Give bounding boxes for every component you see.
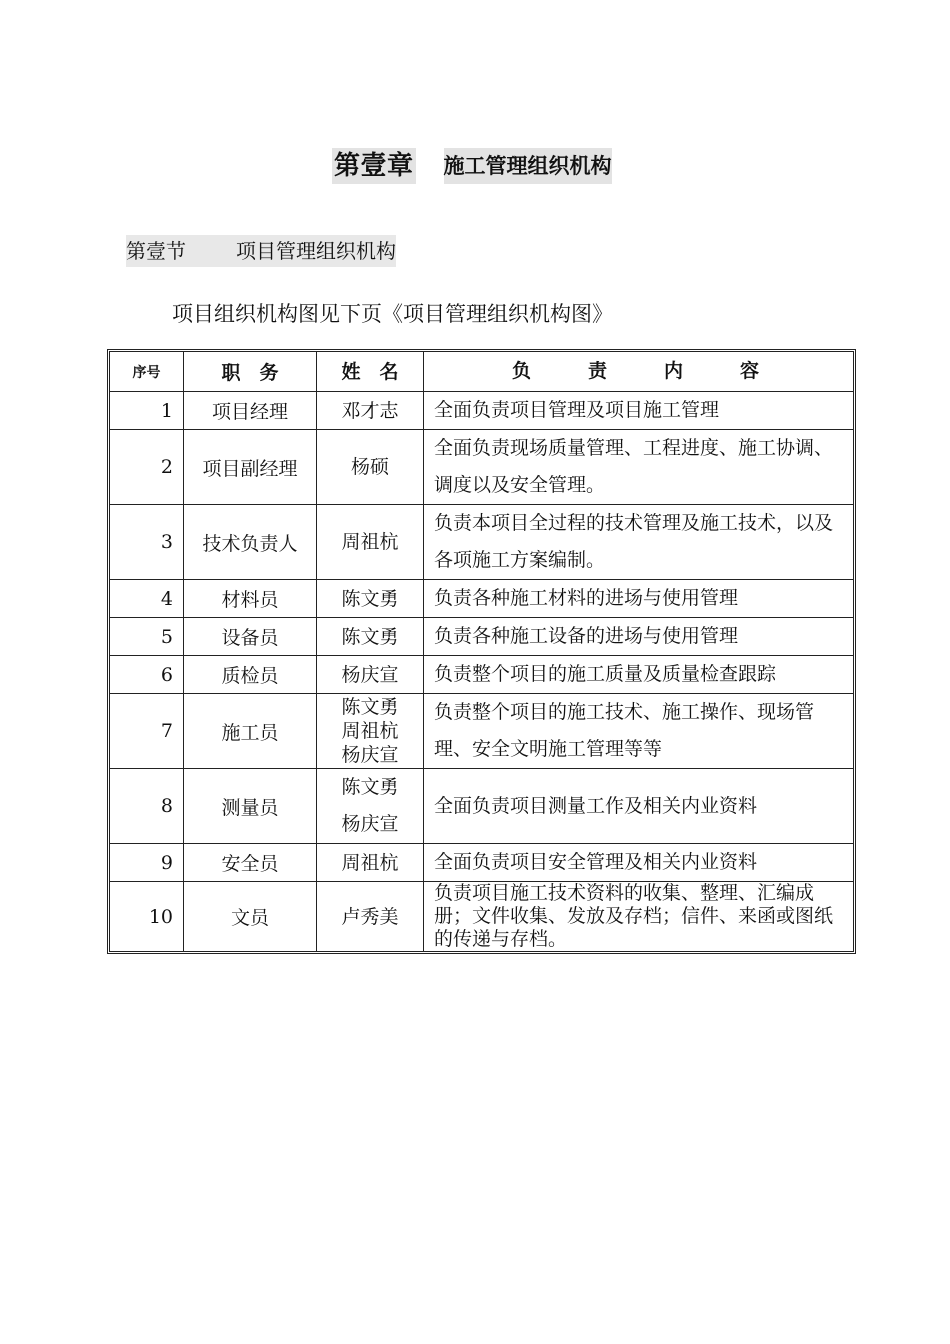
- row-duty: 负责项目施工技术资料的收集、整理、汇编成册；文件收集、发放及存档；信件、来函或图纸的传递与存档。: [424, 882, 854, 952]
- table-header-row: [110, 352, 854, 392]
- row-name: 陈文勇: [341, 625, 399, 648]
- row-no: 10: [110, 882, 184, 952]
- row-no: 4: [110, 580, 184, 618]
- row-role: 技术负责人: [184, 505, 317, 580]
- row-role: 设备员: [184, 618, 317, 656]
- row-name: 周祖杭: [341, 851, 399, 874]
- section-heading: [126, 235, 396, 267]
- row-role: 质检员: [184, 656, 317, 694]
- intro-paragraph: 项目组织机构图见下页《项目管理组织机构图》: [172, 302, 613, 326]
- table-row: [110, 656, 854, 694]
- row-name: 陈文勇: [341, 696, 399, 718]
- row-no: 2: [110, 430, 184, 505]
- table-row: [110, 882, 854, 952]
- organization-table: [109, 351, 854, 952]
- table-row: [110, 769, 854, 844]
- row-name: 杨庆宣: [341, 744, 399, 766]
- row-role: 文员: [184, 882, 317, 952]
- header-name: 姓 名: [317, 352, 424, 392]
- row-name: 杨硕: [350, 456, 389, 478]
- row-duty: 全面负责现场质量管理、工程进度、施工协调、调度以及安全管理。: [424, 430, 854, 505]
- header-no: 序号: [110, 352, 184, 392]
- chapter-title: 施工管理组织机构: [444, 148, 612, 184]
- row-name: 邓才志: [341, 399, 399, 422]
- table-row: [110, 618, 854, 656]
- row-name: 陈文勇: [341, 587, 399, 610]
- section-title: 项目管理组织机构: [236, 235, 396, 267]
- row-name: 杨庆宣: [341, 813, 399, 835]
- table-row: [110, 694, 854, 769]
- header-role: 职 务: [184, 352, 317, 392]
- row-role: 安全员: [184, 844, 317, 882]
- row-role: 材料员: [184, 580, 317, 618]
- row-no: 7: [110, 694, 184, 769]
- table-row: [110, 580, 854, 618]
- row-name: 卢秀美: [341, 905, 399, 928]
- header-duty: 负 责 内 容: [424, 352, 854, 392]
- row-duty: 负责整个项目的施工技术、施工操作、现场管理、安全文明施工管理等等: [424, 694, 854, 769]
- row-duty: 负责本项目全过程的技术管理及施工技术，以及各项施工方案编制。: [424, 505, 854, 580]
- row-name: 杨庆宣: [341, 663, 399, 686]
- row-duty: 负责各种施工材料的进场与使用管理: [424, 580, 854, 618]
- row-no: 5: [110, 618, 184, 656]
- table-row: [110, 505, 854, 580]
- table-row: [110, 844, 854, 882]
- row-no: 3: [110, 505, 184, 580]
- table-row: [110, 430, 854, 505]
- row-role: 项目经理: [184, 392, 317, 430]
- row-role: 施工员: [184, 694, 317, 769]
- row-role: 测量员: [184, 769, 317, 844]
- section-number: 第壹节: [126, 235, 190, 267]
- row-duty: 全面负责项目管理及项目施工管理: [424, 392, 854, 430]
- row-no: 8: [110, 769, 184, 844]
- chapter-heading: [332, 148, 612, 184]
- row-name: 陈文勇: [341, 776, 399, 798]
- row-role: 项目副经理: [184, 430, 317, 505]
- row-duty: 负责整个项目的施工质量及质量检查跟踪: [424, 656, 854, 694]
- row-no: 6: [110, 656, 184, 694]
- row-duty: 全面负责项目测量工作及相关内业资料: [424, 769, 854, 844]
- row-no: 1: [110, 392, 184, 430]
- row-duty: 负责各种施工设备的进场与使用管理: [424, 618, 854, 656]
- chapter-number: 第壹章: [332, 148, 416, 184]
- row-duty: 全面负责项目安全管理及相关内业资料: [424, 844, 854, 882]
- row-name: 周祖杭: [341, 720, 399, 742]
- row-name: 周祖杭: [341, 531, 399, 553]
- row-no: 9: [110, 844, 184, 882]
- table-row: [110, 392, 854, 430]
